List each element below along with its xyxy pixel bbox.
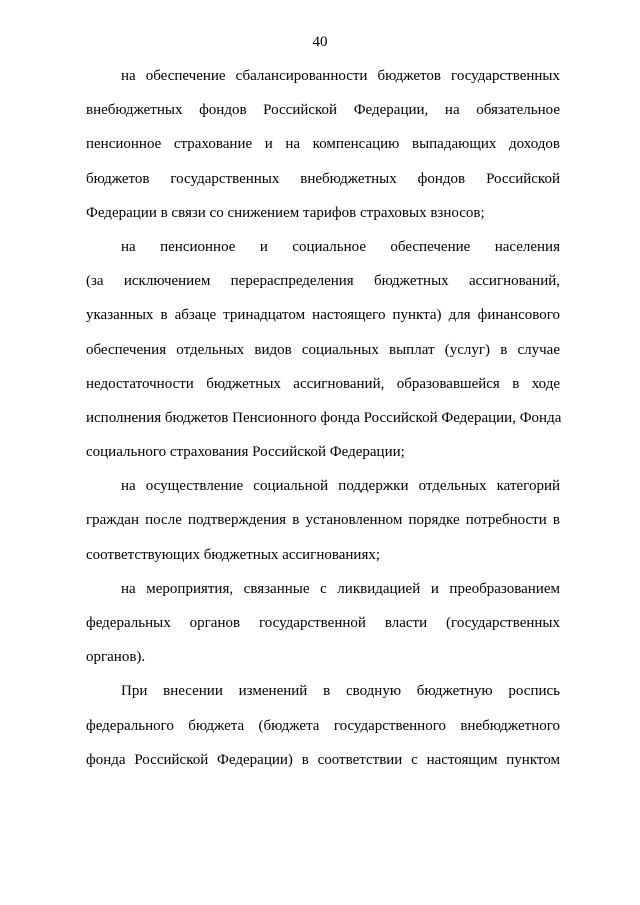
- text-line: (за исключением перераспределения бюджетных ассигнований,: [86, 273, 560, 290]
- text-line: федеральных органов государственной власти (государственных: [86, 615, 560, 631]
- text-line: пенсионное страхование и на компенсацию выпадающих доходов: [86, 136, 560, 153]
- text-line: на осуществление социальной поддержки отдельных категорий: [121, 478, 560, 495]
- text-line: внебюджетных фондов Российской Федерации, на обязательное: [86, 102, 560, 119]
- text-line: При внесении изменений в сводную бюджетную роспись: [121, 683, 560, 700]
- paragraph: [86, 238, 560, 477]
- document-body: [86, 67, 560, 785]
- text-line: социального страхования Российской Федерации;: [86, 444, 405, 461]
- text-line: органов).: [86, 649, 146, 666]
- text-line: исполнения бюджетов Пенсионного фонда Российской Федерации, Фонда: [86, 409, 562, 426]
- text-line: граждан после подтверждения в установленном порядке потребности в: [86, 512, 560, 529]
- text-line: недостаточности бюджетных ассигнований, образовавшейся в ходе: [86, 375, 560, 392]
- text-line: обеспечения отдельных видов социальных выплат (услуг) в случае: [86, 341, 560, 358]
- text-line: на пенсионное и социальное обеспечение населения: [121, 238, 560, 255]
- text-line: указанных в абзаце тринадцатом настоящего пункта) для финансового: [86, 307, 560, 324]
- text-line: Федерации в связи со снижением тарифов страховых взносов;: [86, 204, 485, 221]
- paragraph: [86, 477, 560, 580]
- text-line: фонда Российской Федерации) в соответствии с настоящим пунктом: [86, 751, 560, 768]
- paragraph: [86, 682, 560, 785]
- page-number: 40: [312, 34, 328, 50]
- paragraph: [86, 580, 560, 683]
- text-line: на мероприятия, связанные с ликвидацией и преобразованием: [121, 580, 560, 597]
- text-line: на обеспечение сбалансированности бюджетов государственных: [121, 68, 560, 84]
- text-line: соответствующих бюджетных ассигнованиях;: [86, 546, 381, 563]
- text-line: бюджетов государственных внебюджетных фондов Российской: [86, 170, 560, 187]
- paragraph: [86, 67, 560, 238]
- text-line: федерального бюджета (бюджета государственного внебюджетного: [86, 717, 560, 734]
